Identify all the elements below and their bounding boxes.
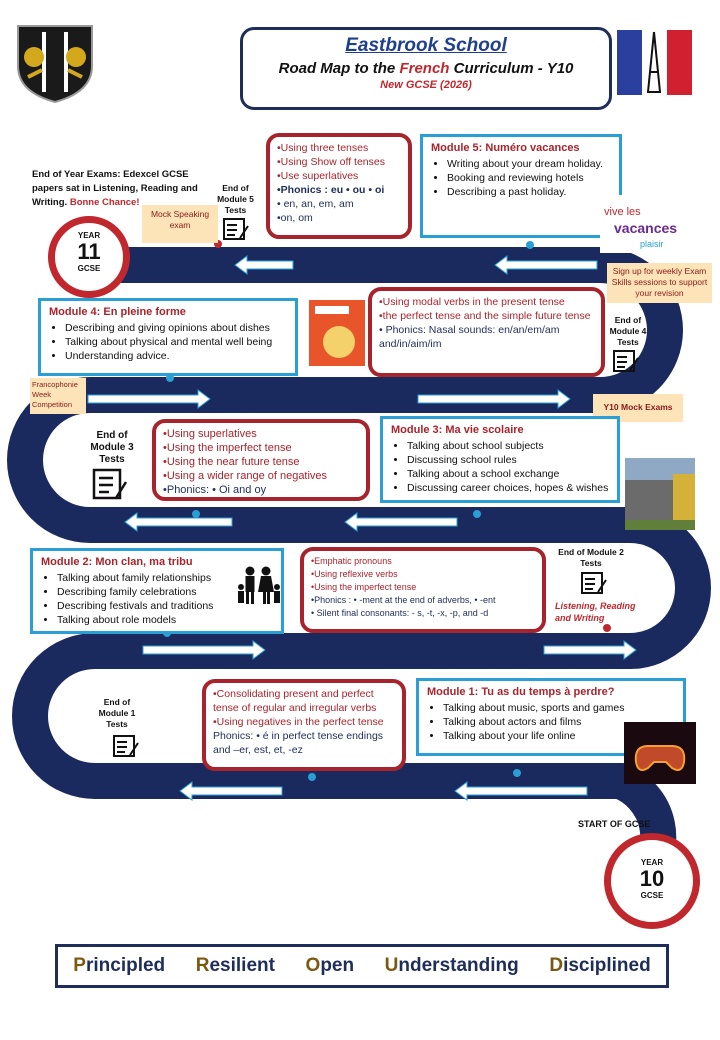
checklist-icon bbox=[112, 735, 140, 757]
module-4-tests: End of Module 4 Tests bbox=[609, 315, 647, 347]
french-flag-eiffel-image bbox=[617, 30, 692, 95]
mock-speaking-note: Mock Speaking exam bbox=[142, 205, 218, 243]
page-title: Road Map to the French Curriculum - Y10 bbox=[278, 60, 574, 77]
module-3-box: Module 3: Ma vie scolaire • Talking about school subjects • Discussing school rules • Talking about a school exchange • Discussing career choices, hopes & wishes bbox=[380, 416, 620, 503]
module-2-box: Module 2: Mon clan, ma tribu • Talking about family relationships • Describing family celebrations • Describing festivals and traditions • Talking about role models bbox=[30, 548, 284, 634]
value-open: Open bbox=[305, 955, 355, 976]
listening-reading-writing-note: Listening, Reading and Writing bbox=[555, 601, 636, 623]
grammar-box-module-1: •Consolidating present and perfect tense of regular and irregular verbs •Using negatives in the perfect tense Phonics: • é in perfect tense endings and –er, est, et, -ez bbox=[202, 679, 406, 771]
value-understanding: Understanding bbox=[384, 955, 519, 976]
module-2-tests: End of Module 2 Tests bbox=[558, 547, 624, 568]
value-resilient: Resilient bbox=[195, 955, 275, 976]
francophonie-note: Francophonie Week Competition bbox=[30, 378, 86, 414]
checklist-icon bbox=[222, 218, 250, 240]
grammar-box-module-3: •Using superlatives •Using the imperfect tense •Using the near future tense •Using a wider range of negatives •Phonics: • Oi and oy bbox=[152, 419, 370, 501]
checklist-icon bbox=[612, 350, 640, 372]
family-icon bbox=[236, 565, 282, 605]
checklist-icon bbox=[92, 468, 128, 502]
title-box bbox=[240, 27, 612, 110]
school-values-bar bbox=[55, 944, 669, 988]
grammar-box-module-2: •Emphatic pronouns •Using reflexive verbs •Using the imperfect tense •Phonics : • -ment at the end of adverbs, • -ent • Silent final consonants: - s, -t, -x, -p, and -d bbox=[300, 547, 546, 633]
module-5-box: Module 5: Numéro vacances • Writing about your dream holiday. • Booking and reviewing hotels • Describing a past holiday. bbox=[420, 134, 622, 238]
mock-exams-note: Y10 Mock Exams bbox=[593, 394, 683, 422]
svg-text:vacances: vacances bbox=[614, 220, 678, 236]
value-principled: Principled bbox=[73, 955, 166, 976]
vacances-word-cloud-image bbox=[600, 195, 686, 253]
module-4-box: Module 4: En pleine forme • Describing and giving opinions about dishes • Talking about physical and mental well being • Understanding advice. bbox=[38, 298, 298, 376]
value-disciplined: Disciplined bbox=[549, 955, 651, 976]
svg-text:plaisir: plaisir bbox=[640, 239, 664, 249]
food-book-image bbox=[309, 300, 365, 366]
exam-skills-note: Sign up for weekly Exam Skills sessions to support your revision bbox=[607, 263, 712, 303]
module-1-box: Module 1: Tu as du temps à perdre? • Talking about music, sports and games • Talking about actors and films • Talking about your life online bbox=[416, 678, 686, 756]
end-of-year-exams-text: End of Year Exams: Edexcel GCSE papers sat in Listening, Reading and Writing. Bonne Chance! bbox=[32, 169, 198, 208]
school-crest-logo bbox=[14, 22, 96, 104]
grammar-box-module-5: •Using three tenses •Using Show off tenses •Use superlatives •Phonics : eu • ou • oi • en, an, em, am •on, om bbox=[266, 133, 412, 239]
school-building-image bbox=[625, 458, 695, 530]
module-1-tests: End of Module 1 Tests bbox=[98, 697, 136, 729]
game-controller-image bbox=[624, 722, 696, 784]
grammar-box-module-4: •Using modal verbs in the present tense •the perfect tense and the simple future tense • Phonics: Nasal sounds: en/an/em/am and/in/aim/im bbox=[368, 287, 605, 377]
school-name: Eastbrook School bbox=[345, 35, 507, 56]
year-11-circle: YEAR 11 GCSE bbox=[48, 216, 130, 298]
year-10-circle: YEAR 10 GCSE bbox=[604, 833, 700, 929]
start-of-gcse-label: START OF GCSE bbox=[578, 819, 651, 829]
checklist-icon bbox=[580, 572, 608, 594]
svg-text:vive les: vive les bbox=[604, 206, 641, 218]
module-3-tests: End of Module 3 Tests bbox=[90, 430, 134, 465]
page-subtitle: New GCSE (2026) bbox=[380, 79, 472, 91]
module-5-tests: End of Module 5 Tests bbox=[217, 183, 254, 215]
